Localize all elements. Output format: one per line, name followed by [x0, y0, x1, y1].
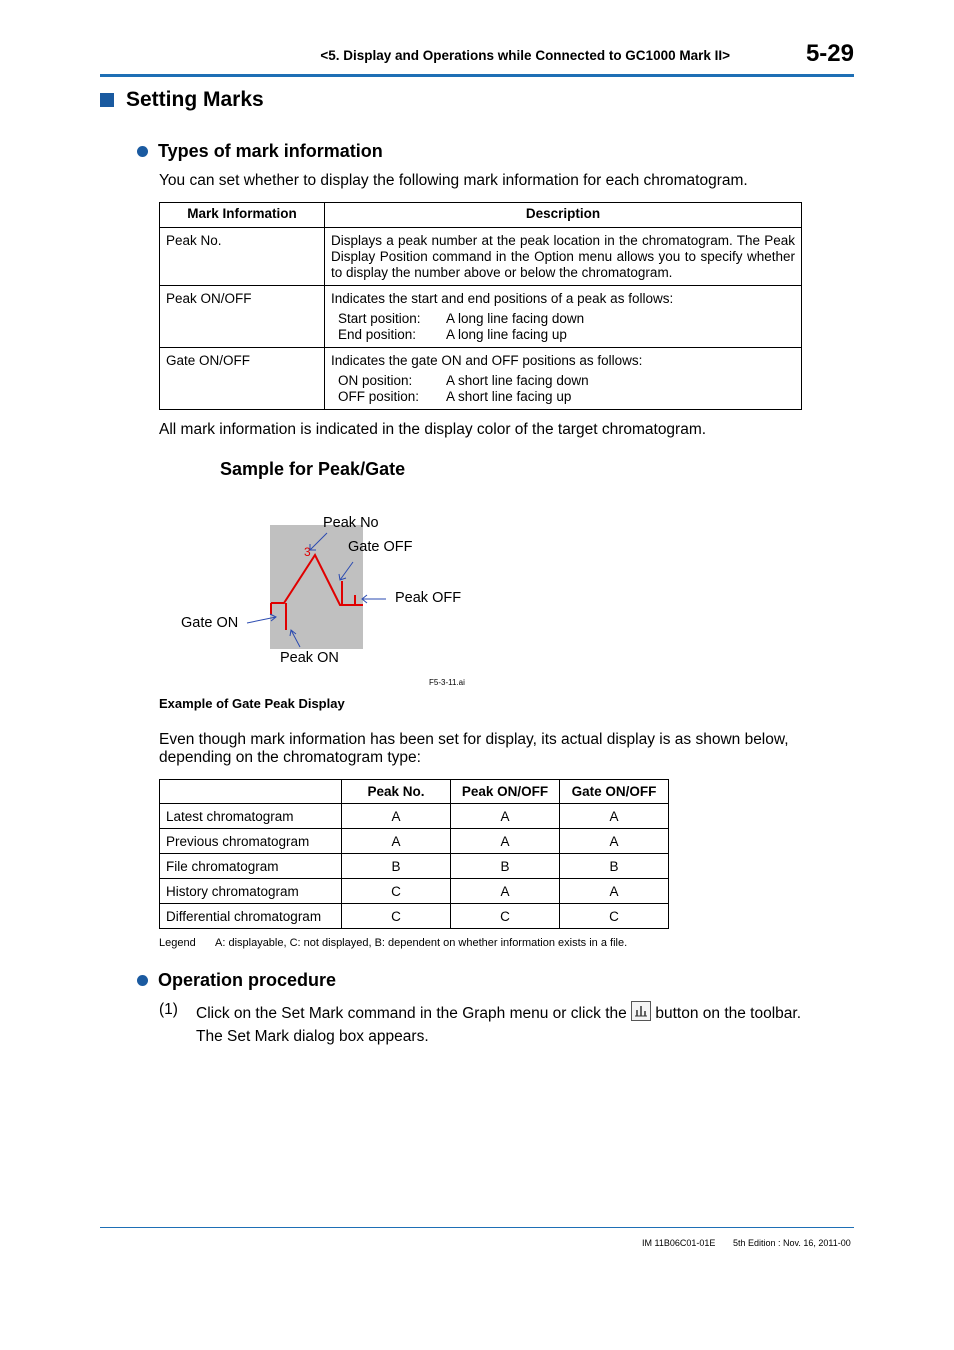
color-note: All mark information is indicated in the display color of the target chromatogram. [159, 421, 707, 438]
row-label: Previous chromatogram [160, 829, 342, 854]
peak-number-mark: 3 [304, 545, 311, 559]
position-value: A short line facing down [446, 373, 589, 388]
table-cell: A [342, 829, 451, 854]
column-header: Description [325, 203, 802, 228]
chapter-title: <5. Display and Operations while Connected to GC1000 Mark II> [320, 48, 730, 63]
procedure-heading [137, 970, 336, 991]
table-row [160, 879, 669, 904]
position-value: A long line facing up [446, 327, 567, 342]
position-label: End position: [338, 327, 417, 342]
table-cell: A [451, 804, 560, 829]
legend [159, 937, 627, 949]
mark-description: Displays a peak number at the peak location in the chromatogram. The Peak Display Position command in the Option menu allows you to specify whether to display the number above or below the chromatogram. [325, 228, 802, 286]
table-cell: A [342, 804, 451, 829]
footer-doc-id: IM 11B06C01-01E [642, 1238, 716, 1248]
table-header-row [160, 203, 802, 228]
mark-description: Indicates the start and end positions of a peak as follows: [331, 291, 674, 306]
position-row [331, 327, 795, 343]
table-cell: A [560, 829, 669, 854]
display-intro: Even though mark information has been set for display, its actual display is as shown below, depending on the chromatogram type: [159, 731, 789, 766]
label-peak-on: Peak ON [280, 650, 339, 666]
step-text-before: Click on the Set Mark command in the Graph menu or click the [196, 1005, 627, 1022]
table-cell: C [342, 879, 451, 904]
page-number: 5-29 [805, 40, 854, 67]
step-text [196, 1001, 801, 1023]
mark-description-cell [325, 286, 802, 348]
set-mark-icon[interactable] [631, 1001, 651, 1021]
figure-title: Sample for Peak/Gate [220, 459, 406, 479]
step-text-after: button on the toolbar. [655, 1005, 802, 1022]
table-row [160, 904, 669, 929]
row-label: Latest chromatogram [160, 804, 342, 829]
step-number: (1) [159, 1001, 178, 1018]
table-row [160, 804, 669, 829]
footer-edition: 5th Edition : Nov. 16, 2011-00 [733, 1238, 851, 1248]
table-header-row [160, 780, 669, 804]
table-cell: A [560, 879, 669, 904]
position-label: ON position: [338, 373, 413, 388]
section-heading [100, 88, 264, 112]
legend-label: Legend [159, 937, 196, 949]
row-label: File chromatogram [160, 854, 342, 879]
table-cell: B [560, 854, 669, 879]
position-row [331, 373, 795, 389]
mark-name: Peak No. [160, 228, 325, 286]
table-cell: C [560, 904, 669, 929]
table-cell: C [451, 904, 560, 929]
position-row [331, 389, 795, 405]
mark-description-cell [325, 348, 802, 410]
mark-name: Gate ON/OFF [160, 348, 325, 410]
types-intro: You can set whether to display the following mark information for each chromatogram. [159, 172, 748, 189]
table-row [160, 829, 669, 854]
set-mark-icon-glyph [632, 1002, 650, 1020]
table-cell: B [451, 854, 560, 879]
footer-rule [100, 1227, 854, 1228]
position-label: OFF position: [338, 389, 420, 404]
header-rule [100, 74, 854, 77]
position-value: A long line facing down [446, 311, 585, 326]
column-header [160, 780, 342, 804]
label-gate-off: Gate OFF [348, 539, 413, 555]
row-label: History chromatogram [160, 879, 342, 904]
mark-info-table [159, 202, 802, 410]
table-cell: B [342, 854, 451, 879]
figure-caption: Example of Gate Peak Display [159, 696, 345, 711]
column-header: Gate ON/OFF [560, 780, 669, 804]
procedure-heading-text: Operation procedure [158, 970, 337, 990]
types-heading-text: Types of mark information [158, 141, 383, 161]
position-value: A short line facing up [446, 389, 572, 404]
column-header: Peak No. [342, 780, 451, 804]
round-bullet-icon [137, 975, 148, 986]
column-header: Mark Information [160, 203, 325, 228]
label-peak-no: Peak No [323, 515, 379, 531]
step-result: The Set Mark dialog box appears. [196, 1028, 429, 1045]
table-cell: A [560, 804, 669, 829]
table-row [160, 228, 802, 286]
types-heading [137, 141, 383, 162]
figure-file-tag: F5-3-11.ai [429, 678, 465, 687]
table-cell: A [451, 879, 560, 904]
row-label: Differential chromatogram [160, 904, 342, 929]
label-peak-off: Peak OFF [395, 590, 462, 606]
position-row [331, 311, 795, 327]
square-bullet-icon [100, 93, 114, 107]
mark-name: Peak ON/OFF [160, 286, 325, 348]
table-cell: C [342, 904, 451, 929]
table-cell: A [451, 829, 560, 854]
label-gate-on: Gate ON [181, 615, 239, 631]
table-row [160, 854, 669, 879]
round-bullet-icon [137, 146, 148, 157]
position-label: Start position: [338, 311, 421, 326]
mark-description: Indicates the gate ON and OFF positions as follows: [331, 353, 643, 368]
column-header: Peak ON/OFF [451, 780, 560, 804]
peak-gate-figure [160, 505, 500, 675]
display-table [159, 779, 669, 929]
section-title: Setting Marks [126, 88, 264, 111]
table-row [160, 348, 802, 410]
table-row [160, 286, 802, 348]
legend-text: A: displayable, C: not displayed, B: dependent on whether information exists in a file. [215, 937, 628, 949]
